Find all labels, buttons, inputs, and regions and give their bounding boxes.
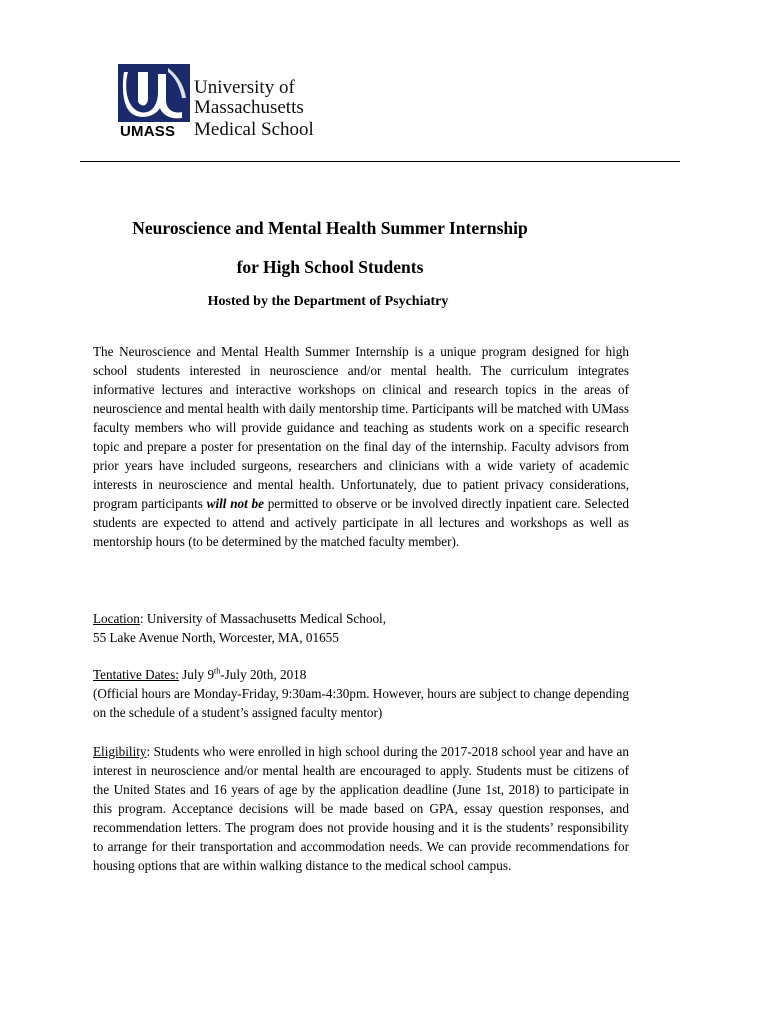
location-line1 [93, 609, 629, 628]
location-address: 55 Lake Avenue North, Worcester, MA, 01655 [93, 630, 339, 645]
location-section [93, 609, 629, 647]
eligibility-paragraph [93, 742, 629, 875]
dates-section [93, 665, 629, 722]
header-divider [80, 161, 680, 162]
logo-text [194, 77, 314, 140]
umass-wordmark: UMASS [120, 123, 176, 140]
dates-label: Tentative Dates: [93, 667, 179, 682]
location-colon: : [139, 611, 144, 626]
umass-shield-icon [118, 64, 190, 122]
logo-line-university: University of [194, 77, 295, 98]
intro-text-after: permitted to observe or be involved directly inpatient care. Selected students are expected to attend and actively participate in all lectures and workshops as well as mentorship hours (to be determined by the matched faculty member). [93, 496, 630, 549]
intro-emphasis: will not be [206, 496, 264, 511]
intro-paragraph [93, 342, 629, 551]
dates-note: (Official hours are Monday-Friday, 9:30am-4:30pm. However, hours are subject to change depending on the schedule of a student’s assigned faculty mentor) [93, 686, 629, 720]
dates-end: -July 20th, 2018 [220, 667, 307, 682]
page-title: Neuroscience and Mental Health Summer Internship [132, 218, 528, 238]
page-subtitle: Hosted by the Department of Psychiatry [207, 294, 449, 309]
page-title-line2: for High School Students [236, 257, 424, 277]
logo-line-medical-school: Medical School [194, 119, 314, 140]
eligibility-label: Eligibility [93, 744, 147, 759]
eligibility-text: : Students who were enrolled in high school during the 2017-2018 school year and have an interest in neuroscience and/or mental health are encouraged to apply. Students must be citizens of the United States and 16 years of age by the application deadline (June 1st, 2018) to participate in this program. Acceptance decisions will be made based on GPA, essay question responses, and recommendation letters. The program does not provide housing and it is the students’ responsibility to arrange for their transportation and accommodation needs. We can provide recommendations for housing options that are within walking distance to the medical school campus. [93, 744, 629, 873]
location-label: Location [93, 611, 140, 626]
intro-text-before: The Neuroscience and Mental Health Summer Internship is a unique program designed for high school students interested in neuroscience and/or mental health. The curriculum integrates informative lectures and interactive workshops on clinical and research topics in the areas of neuroscience and mental health with daily mentorship time. Participants will be matched with UMass faculty members who will provide guidance and teaching as students work on a specific research topic and prepare a poster for presentation on the final day of the internship. Faculty advisors from prior years have included surgeons, researchers and clinicians with a wide variety of academic interests in neuroscience and mental health. Unfortunately, due to patient privacy considerations, program participants [93, 344, 629, 511]
dates-line [93, 665, 629, 684]
dates-start-suffix: th [214, 666, 221, 676]
location-institution: University of Massachusetts Medical School, [143, 611, 387, 626]
university-logo [118, 64, 348, 140]
dates-start: July 9 [178, 667, 215, 682]
logo-line-massachusetts: Massachusetts [194, 97, 304, 118]
